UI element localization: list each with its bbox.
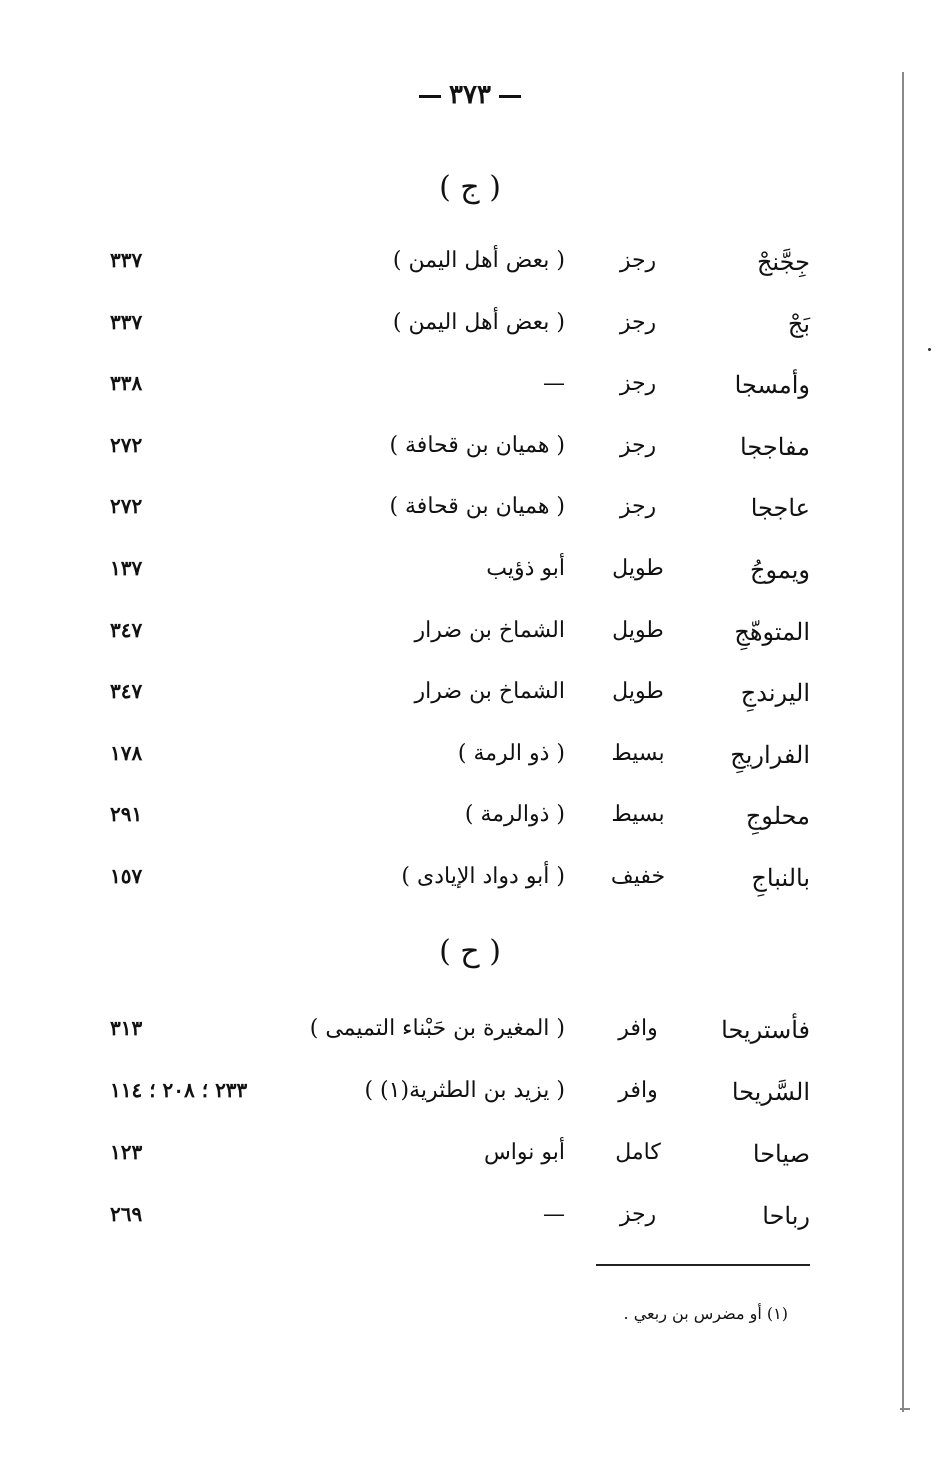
rhyme-word: بَجْ <box>787 310 810 338</box>
meter-name: وافر <box>618 1078 658 1103</box>
poet-name: ( بعض أهل اليمن ) <box>392 310 565 335</box>
index-row <box>0 371 940 411</box>
index-row <box>0 679 940 719</box>
page-refs: ١٧٨ <box>110 741 143 765</box>
rhyme-word: وأمسجا <box>734 371 810 399</box>
rhyme-word: اليرندجِ <box>740 679 810 707</box>
index-row <box>0 741 940 781</box>
meter-name: رجز <box>619 371 657 396</box>
page-number <box>0 80 940 110</box>
meter-name: رجز <box>619 494 657 519</box>
page-number-dash-right <box>419 95 441 98</box>
poet-name: أبو ذؤيب <box>486 556 565 581</box>
page-refs: ٢٦٩ <box>110 1202 143 1226</box>
index-row <box>0 1202 940 1242</box>
meter-name: كامل <box>615 1140 661 1165</box>
page-refs: ١٣٧ <box>110 556 143 580</box>
poet-name: ( أبو دواد الإيادى ) <box>401 864 565 889</box>
page-refs: ٣٣٧ <box>110 248 143 272</box>
meter-name: طويل <box>612 679 664 704</box>
page-refs: ٢٧٢ <box>110 494 143 518</box>
margin-rule-end <box>900 1408 910 1410</box>
rhyme-word: فأستريحا <box>721 1016 810 1044</box>
poet-name: ( ذوالرمة ) <box>464 802 565 827</box>
meter-name: طويل <box>612 556 664 581</box>
meter-name: وافر <box>618 1016 658 1041</box>
poet-name: ( المغيرة بن حَبْناء التميمى ) <box>309 1016 565 1041</box>
index-row <box>0 1140 940 1180</box>
poet-name: ( هميان بن قحافة ) <box>389 433 565 458</box>
meter-name: طويل <box>612 618 664 643</box>
page-refs: ١٥٧ <box>110 864 143 888</box>
meter-name: رجز <box>619 310 657 335</box>
index-row <box>0 802 940 842</box>
meter-name: رجز <box>619 248 657 273</box>
page-refs: ٣٤٧ <box>110 679 143 703</box>
index-row <box>0 433 940 473</box>
poet-name: — <box>543 1202 565 1227</box>
meter-name: رجز <box>619 433 657 458</box>
page-number-dash-left <box>499 95 521 98</box>
index-row <box>0 618 940 658</box>
index-row <box>0 556 940 596</box>
poet-name: الشماخ بن ضرار <box>414 618 565 643</box>
poet-name: الشماخ بن ضرار <box>414 679 565 704</box>
rhyme-word: محلوجِ <box>745 802 810 830</box>
poet-name: — <box>543 371 565 396</box>
page-refs: ١٢٣ <box>110 1140 143 1164</box>
meter-name: رجز <box>619 1202 657 1227</box>
index-row <box>0 1078 940 1118</box>
rhyme-word: عاججا <box>750 494 810 522</box>
meter-name: خفيف <box>610 864 666 889</box>
poet-name: ( بعض أهل اليمن ) <box>392 248 565 273</box>
index-row <box>0 1016 940 1056</box>
index-row <box>0 310 940 350</box>
page-refs: ٣٣٧ <box>110 310 143 334</box>
rhyme-word: المتوهّجِ <box>734 618 810 646</box>
rhyme-word: جِجَّنجْ <box>756 248 810 276</box>
rhyme-word: بالنباجِ <box>751 864 810 892</box>
section-heading: ( ج ) <box>439 170 501 205</box>
index-row <box>0 494 940 534</box>
footnote-rule <box>596 1264 810 1266</box>
meter-name: بسيط <box>611 741 665 766</box>
rhyme-word: الفراريجِ <box>730 741 810 769</box>
rhyme-word: رباحا <box>762 1202 810 1230</box>
index-row <box>0 248 940 288</box>
poet-name: ( هميان بن قحافة ) <box>389 494 565 519</box>
page-refs: ٢٧٢ <box>110 433 143 457</box>
rhyme-word: صياحا <box>752 1140 810 1168</box>
poet-name: ( ذو الرمة ) <box>457 741 565 766</box>
poet-name: ( يزيد بن الطثرية(١) ) <box>364 1078 565 1103</box>
rhyme-word: السَّريحا <box>731 1078 810 1106</box>
page-refs: ٣٤٧ <box>110 618 143 642</box>
page-number-value: ٣٧٣ <box>449 80 491 110</box>
index-row <box>0 864 940 904</box>
rhyme-word: ويموجُ <box>749 556 810 584</box>
rhyme-word: مفاججا <box>740 433 810 461</box>
footnote: (١) أو مضرس بن ربعي . <box>623 1304 788 1323</box>
page-refs: ٣١٣ <box>110 1016 143 1040</box>
page-refs: ٢٩١ <box>110 802 143 826</box>
page-refs: ٢٣٣ ؛ ٢٠٨ ؛ ١١٤ <box>110 1078 248 1102</box>
section-heading: ( ح ) <box>439 934 501 969</box>
meter-name: بسيط <box>611 802 665 827</box>
page-refs: ٣٣٨ <box>110 371 143 395</box>
poet-name: أبو نواس <box>483 1140 565 1165</box>
